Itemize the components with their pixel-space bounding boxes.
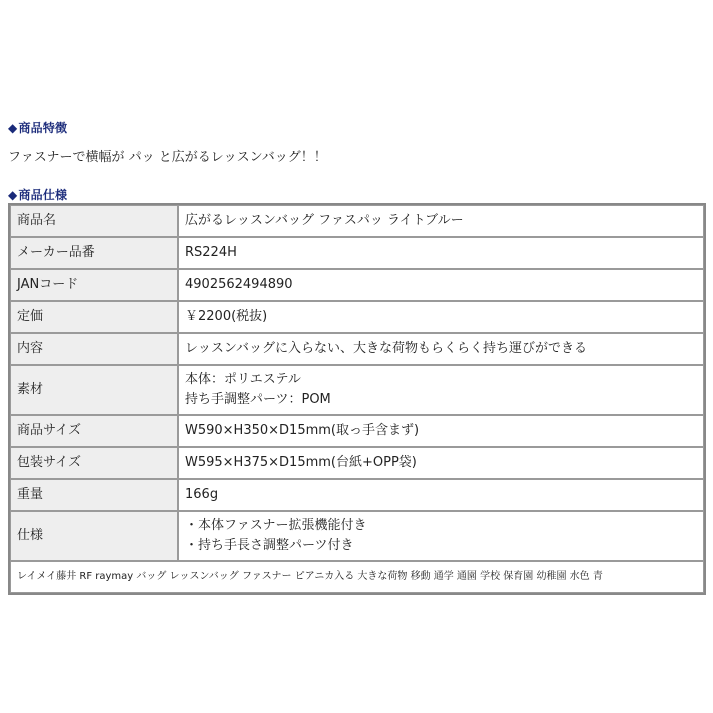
spec-value: RS224H — [178, 237, 704, 269]
table-row — [10, 415, 704, 447]
table-row — [10, 479, 704, 511]
spec-value: 広がるレッスンバッグ ファスパッ ライトブルー — [178, 205, 704, 237]
table-row — [10, 333, 704, 365]
table-row — [10, 447, 704, 479]
spec-value-line: 持ち手調整パーツ：POM — [185, 392, 331, 407]
spec-value-line: ・本体ファスナー拡張機能付き — [185, 518, 367, 533]
table-row — [10, 365, 704, 415]
specs-heading — [8, 186, 67, 203]
spec-label: 定価 — [10, 301, 178, 333]
spec-table — [8, 203, 706, 595]
spec-label: 重量 — [10, 479, 178, 511]
features-heading — [8, 119, 67, 136]
table-row — [10, 237, 704, 269]
spec-label: JANコード — [10, 269, 178, 301]
spec-label: メーカー品番 — [10, 237, 178, 269]
features-heading-text: 商品特徴 — [18, 121, 68, 135]
keywords-text: レイメイ藤井 RF raymay バッグ レッスンバッグ ファスナー ピアニカ入る 大きな荷物 移動 通学 通園 学校 保育園 幼稚園 水色 青 — [10, 561, 704, 593]
diamond-bullet-icon: ◆ — [8, 188, 18, 202]
table-row — [10, 301, 704, 333]
diamond-bullet-icon: ◆ — [8, 121, 18, 135]
spec-value: 4902562494890 — [178, 269, 704, 301]
spec-value: W590×H350×D15mm(取っ手含まず) — [178, 415, 704, 447]
features-description: ファスナーで横幅が パッ と広がるレッスンバッグ！！ — [8, 150, 327, 165]
spec-label: 仕様 — [10, 511, 178, 561]
spec-value — [178, 511, 704, 561]
table-row — [10, 269, 704, 301]
spec-value: レッスンバッグに入らない、大きな荷物もらくらく持ち運びができる — [178, 333, 704, 365]
table-row — [10, 205, 704, 237]
spec-value — [178, 365, 704, 415]
spec-label: 商品サイズ — [10, 415, 178, 447]
spec-label: 包装サイズ — [10, 447, 178, 479]
keywords-row — [10, 561, 704, 593]
spec-value: W595×H375×D15mm(台紙+OPP袋) — [178, 447, 704, 479]
specs-heading-text: 商品仕様 — [18, 188, 68, 202]
table-row — [10, 511, 704, 561]
spec-value-line: ・持ち手長さ調整パーツ付き — [185, 538, 354, 553]
spec-value: ￥2200(税抜) — [178, 301, 704, 333]
spec-label: 内容 — [10, 333, 178, 365]
spec-value-line: 本体：ポリエステル — [185, 372, 301, 387]
spec-label: 商品名 — [10, 205, 178, 237]
spec-label: 素材 — [10, 365, 178, 415]
spec-value: 166g — [178, 479, 704, 511]
